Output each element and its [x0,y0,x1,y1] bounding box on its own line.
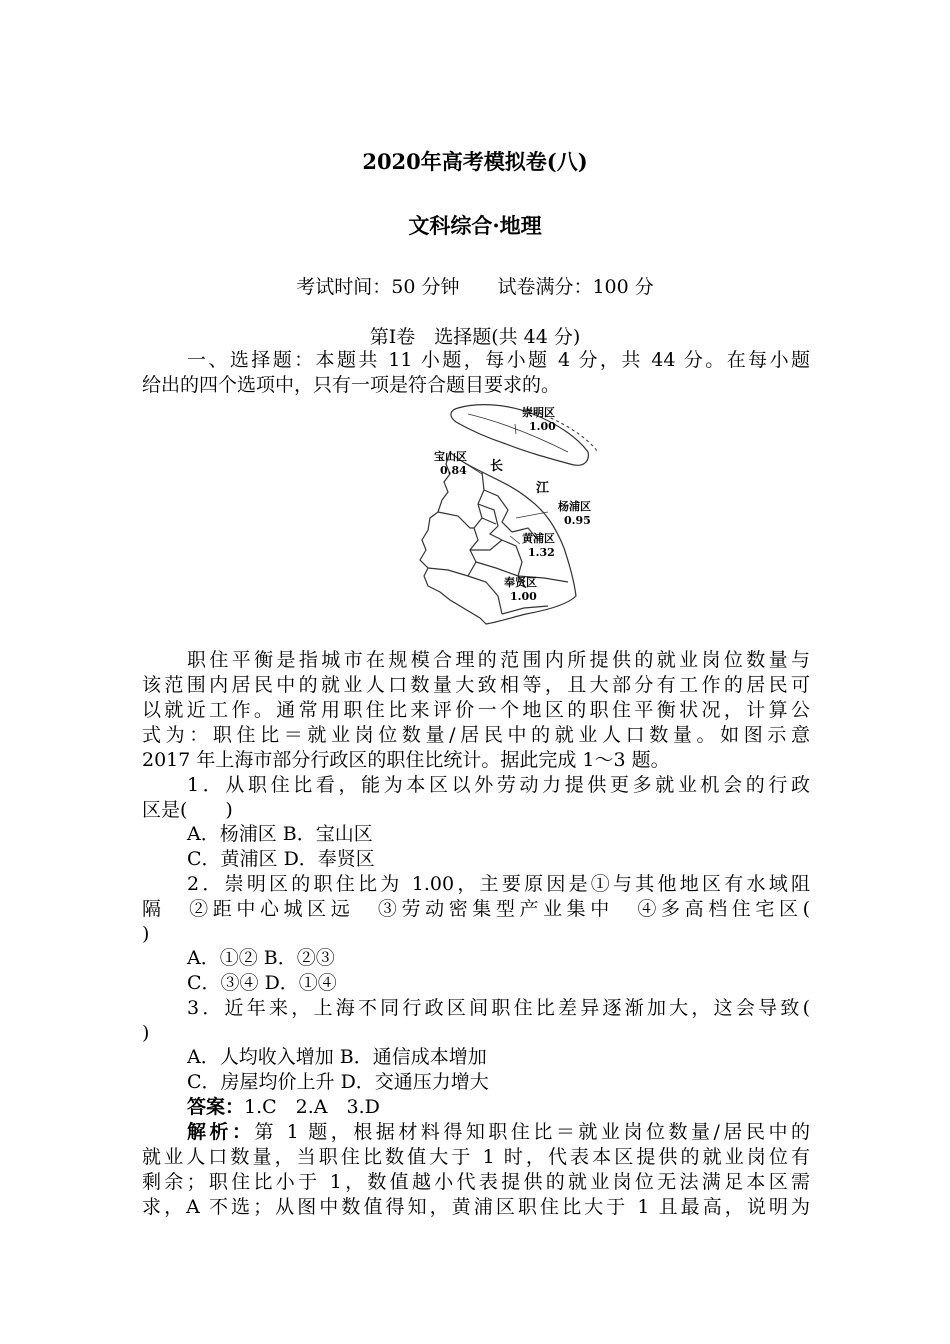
label-chang: 长 [490,459,504,474]
question-3-stem: 3．近年来，上海不同行政区间职住比差异逐渐加大，这会导致( [187,997,810,1019]
question-2-options: A．①② B．②③ [187,947,335,969]
label-huangpu: 黄浦区 [522,532,555,545]
answer-text: 1.C 2.A 3.D [244,1096,380,1118]
answer-label: 答案： [187,1096,245,1118]
question-1-options: A．杨浦区 B．宝山区 [187,823,373,845]
value-baoshan: 0.84 [440,464,467,477]
passage-line: 2017 年上海市部分行政区的职住比统计。据此完成 1～3 题。 [142,749,670,771]
shanghai-map-figure [398,400,606,632]
question-1-stem-cont: 区是( ) [142,799,233,821]
question-3-stem-end: ) [142,1022,150,1044]
analysis-line: 就业人口数量，当职住比数值大于 1 时，代表本区提供的就业岗位有 [142,1146,810,1168]
label-baoshan: 宝山区 [434,450,467,463]
answer-line [187,1095,810,1119]
label-jiang: 江 [536,481,550,496]
question-2-stem: 2．崇明区的职住比为 1.00，主要原因是①与其他地区有水域阻 [187,873,810,895]
chongming-island-outline [451,405,588,466]
label-chongming: 崇明区 [522,406,555,419]
question-1-options: C．黄浦区 D．奉贤区 [187,848,375,870]
section-heading: 第Ⅰ卷 选择题(共 44 分) [369,326,581,348]
analysis-line: 剩余；职住比小于 1，数值越小代表提供的就业岗位无法满足本区需 [142,1171,810,1193]
question-2-stem-cont: 隔 ②距中心城区远 ③劳动密集型产业集中 ④多高档住宅区( [142,898,810,920]
analysis-text: 第 1 题，根据材料得知职住比＝就业岗位数量/居民中的 [254,1121,810,1143]
value-fengxian: 1.00 [510,590,537,603]
value-huangpu: 1.32 [528,546,555,559]
passage-line: 该范围内居民中的就业人口数量大致相等，且大部分有工作的居民可 [142,674,810,696]
section-intro-line: 给出的四个选项中，只有一项是符合题目要求的。 [142,374,561,396]
question-2-stem-end: ) [142,923,150,945]
document-title: 2020年高考模拟卷(八) [362,149,588,174]
question-3-options: C．房屋均价上升 D．交通压力增大 [187,1071,489,1093]
passage-line: 职住平衡是指城市在规模合理的范围内所提供的就业岗位数量与 [187,649,810,671]
passage-line: 以就近工作。通常用职住比来评价一个地区的职住平衡状况，计算公 [142,699,810,721]
analysis-line [187,1120,810,1144]
exam-info: 考试时间：50 分钟 试卷满分：100 分 [296,276,654,298]
question-3-options: A．人均收入增加 B．通信成本增加 [187,1046,487,1068]
label-fengxian: 奉贤区 [504,576,537,589]
question-1-stem: 1．从职住比看，能为本区以外劳动力提供更多就业机会的行政 [187,774,810,796]
question-2-options: C．③④ D．①④ [187,972,337,994]
document-subtitle: 文科综合·地理 [408,213,542,238]
label-yangpu: 杨浦区 [558,500,591,513]
passage-line: 式为：职住比＝就业岗位数量/居民中的就业人口数量。如图示意 [142,724,810,746]
value-chongming: 1.00 [529,420,556,433]
value-yangpu: 0.95 [564,514,591,527]
analysis-line: 求，A 不选；从图中数值得知，黄浦区职住比大于 1 且最高，说明为 [142,1196,810,1218]
analysis-label: 解析： [187,1121,255,1143]
section-intro-line: 一、选择题：本题共 11 小题，每小题 4 分，共 44 分。在每小题 [187,349,810,371]
